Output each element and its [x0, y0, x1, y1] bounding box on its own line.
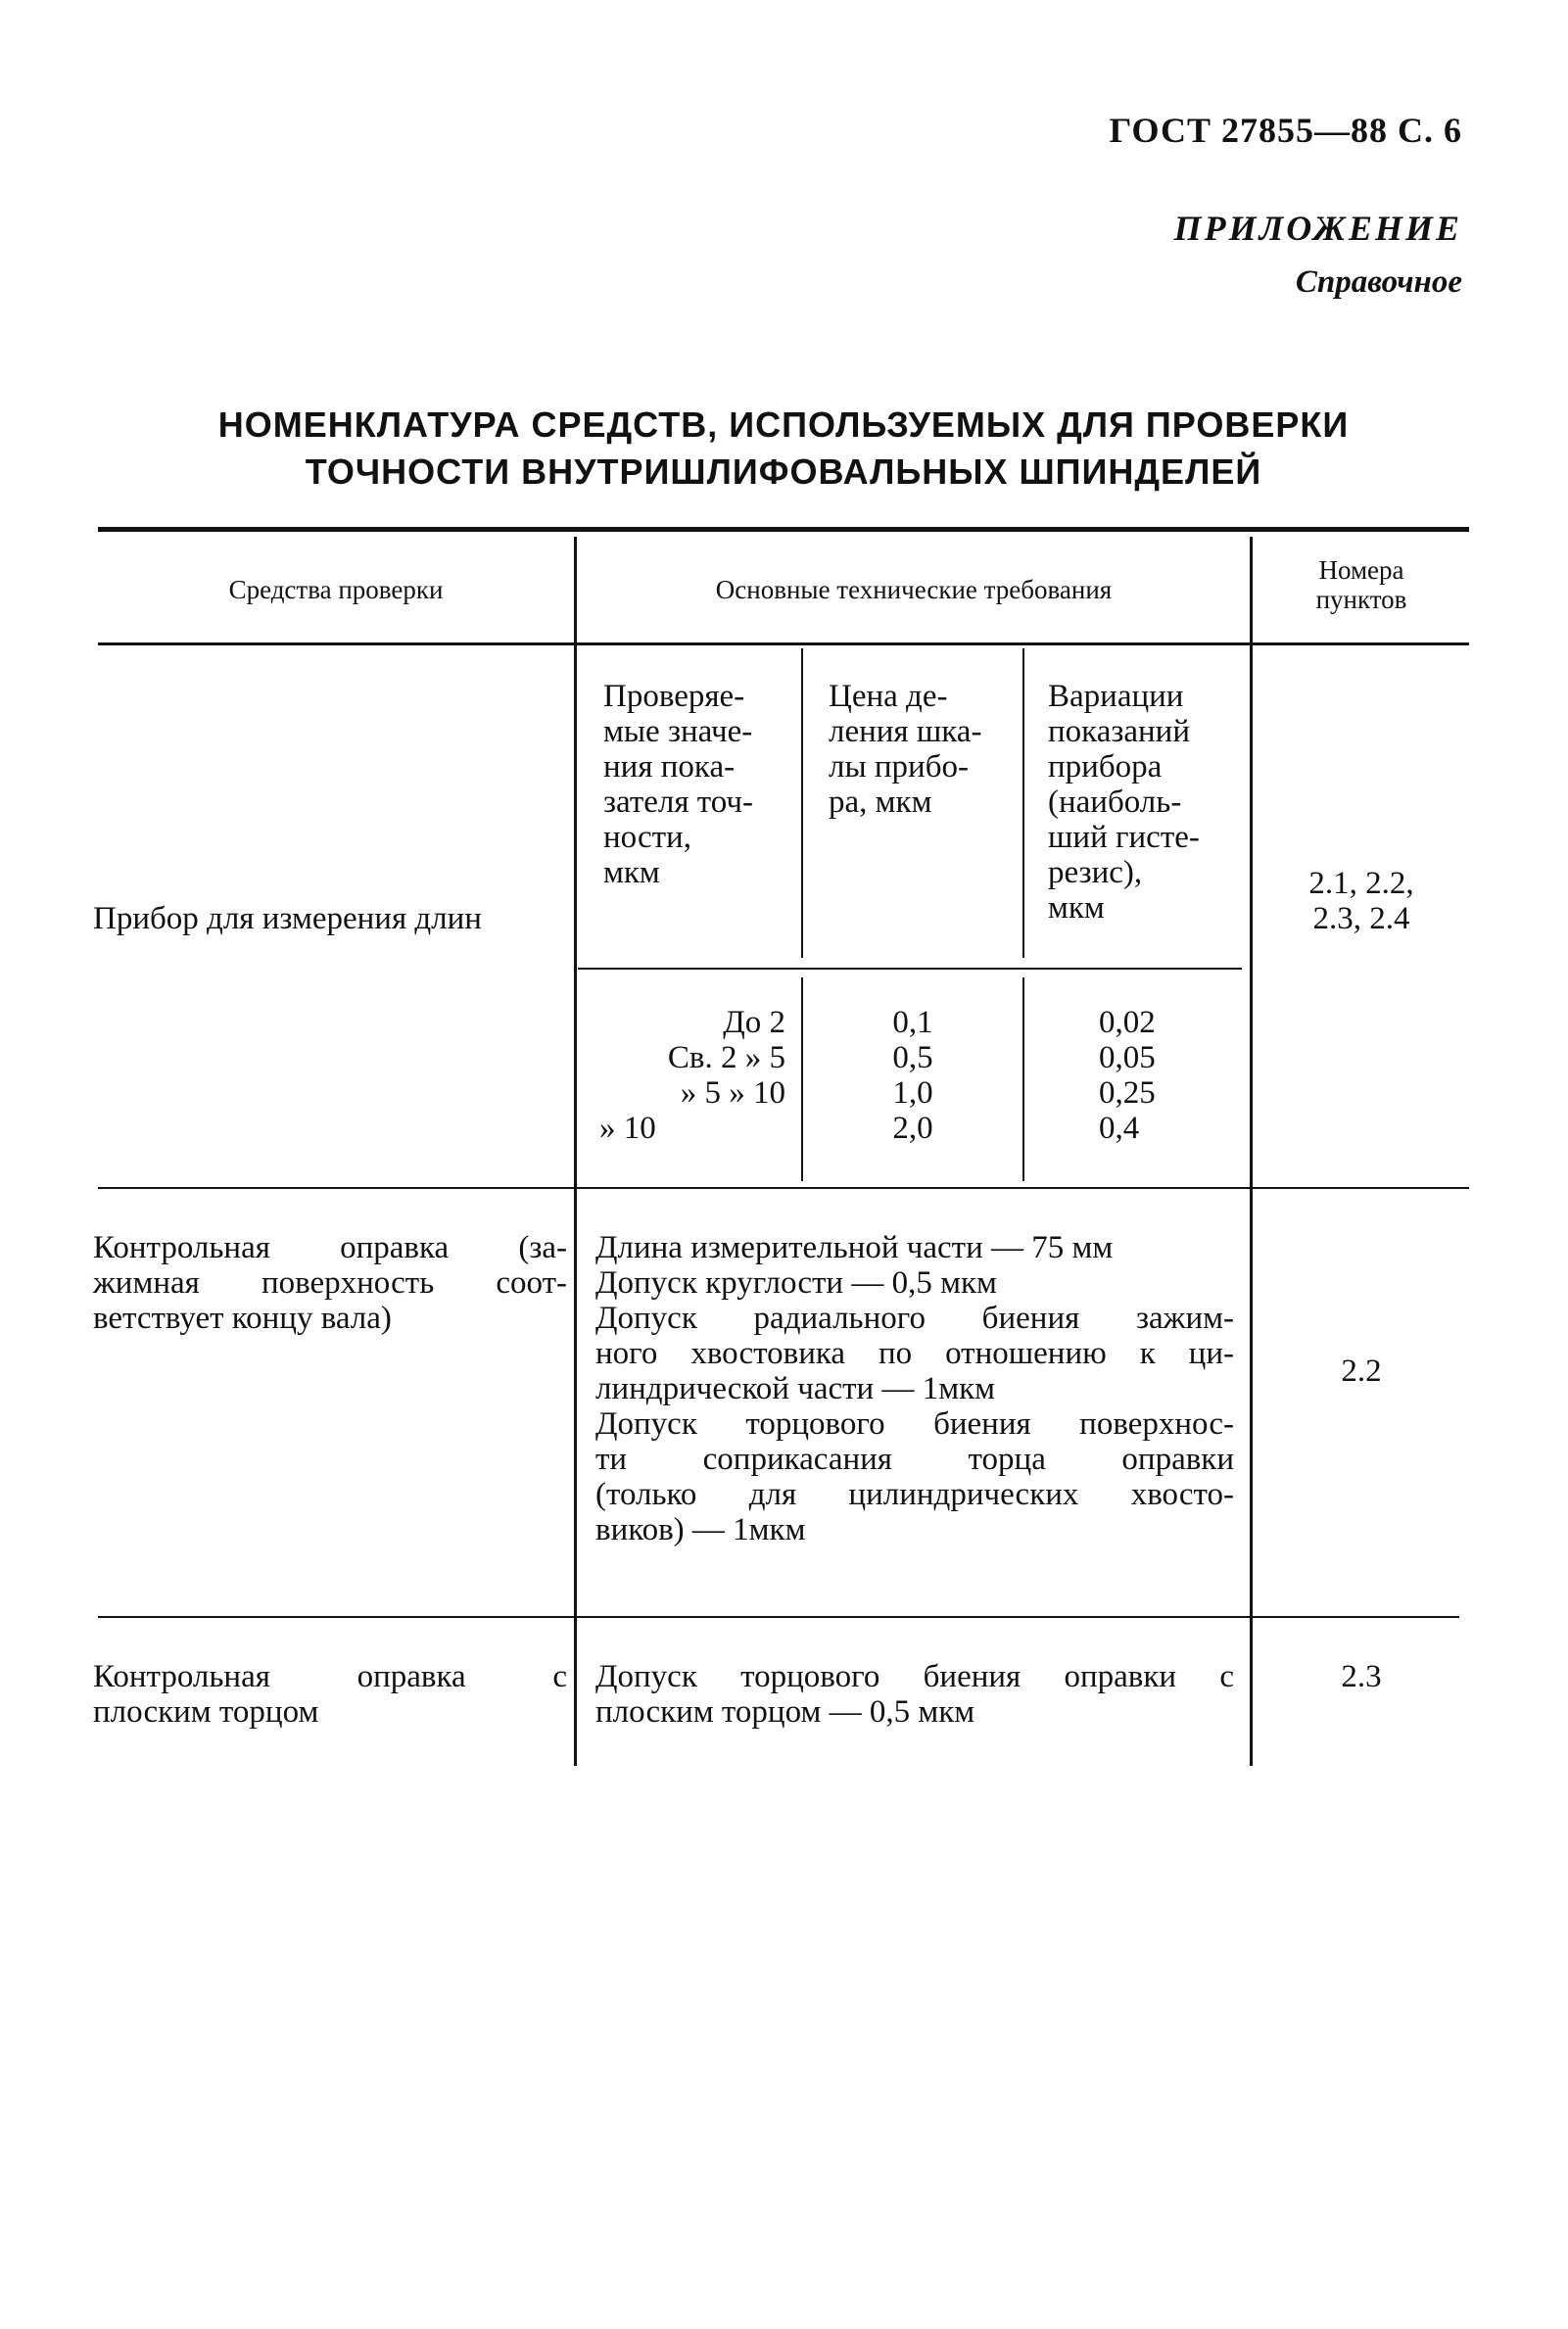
subheader-values-line: ности,: [603, 820, 691, 855]
value-range: » 10: [599, 1111, 656, 1146]
subcolumn-divider-1-upper: [801, 648, 803, 958]
row3-requirement-line: плоским торцом — 0,5 мкм: [595, 1694, 975, 1730]
subcolumn-divider-2-lower: [1022, 977, 1024, 1181]
column-divider-2: [1250, 537, 1253, 1766]
title-line-1: НОМЕНКЛАТУРА СРЕДСТВ, ИСПОЛЬЗУЕМЫХ ДЛЯ ПРОВЕРКИ: [217, 404, 1350, 445]
subheader-variation-line: (наиболь-: [1048, 784, 1182, 820]
row3-requirements: [595, 1659, 1234, 1730]
value-division: 0,5: [892, 1040, 933, 1075]
subheader-division-line: Цена де-: [829, 679, 948, 714]
row2-requirement-line: виков) — 1мкм: [595, 1512, 806, 1547]
row1-items-line-1: 2.1, 2.2,: [1308, 866, 1414, 901]
subheader-variation-line: ший гисте-: [1048, 820, 1200, 855]
value-division: 2,0: [892, 1111, 933, 1146]
subheader-values-line: мкм: [603, 855, 660, 890]
row2-requirement-line: ного хвостовика по отношению к ци-: [595, 1336, 1234, 1371]
subheader-variation-line: Вариации: [1048, 679, 1184, 714]
row2-requirements: [595, 1230, 1234, 1547]
row2-tool: [93, 1230, 567, 1336]
value-division: 1,0: [892, 1075, 933, 1111]
header-tools: Средства проверки: [228, 575, 444, 604]
subheader-values-line: Проверяе-: [603, 679, 745, 714]
subcolumn-divider-2-upper: [1022, 648, 1024, 958]
header-bottom-rule: [98, 642, 1469, 645]
subheader-division-line: лы прибо-: [829, 749, 969, 784]
subheader-rule: [578, 968, 1242, 970]
value-range: Св. 2 » 5: [667, 1040, 785, 1075]
value-variation: 0,05: [1099, 1040, 1156, 1075]
subheader-values-line: мые значе-: [603, 714, 753, 749]
row2-requirement-line: линдрической части — 1мкм: [595, 1371, 995, 1406]
row2-tool-line: ветствует концу вала): [93, 1301, 392, 1336]
header-items-line-2: пунктов: [1315, 585, 1407, 614]
row2-requirement-line: (только для цилиндрических хвосто-: [595, 1477, 1234, 1512]
reference-label: Справочное: [1295, 264, 1462, 300]
row2-requirement-line: Допуск радиального биения зажим-: [595, 1301, 1234, 1336]
column-divider-1: [574, 537, 577, 1766]
row1-bottom-rule: [98, 1187, 1469, 1189]
table-top-rule: [98, 527, 1469, 532]
row3-items: 2.3: [1341, 1659, 1382, 1694]
value-division: 0,1: [892, 1005, 933, 1040]
row3-requirement-line: Допуск торцового биения оправки с: [595, 1659, 1234, 1694]
row1-tool: Прибор для измерения длин: [93, 901, 482, 936]
page-title: [98, 402, 1469, 496]
row2-requirement-line: ти соприкасания торца оправки: [595, 1442, 1234, 1477]
row3-tool-line: плоским торцом: [93, 1694, 319, 1730]
value-variation: 0,25: [1099, 1075, 1156, 1111]
row2-bottom-rule: [98, 1616, 1459, 1618]
row3-tool: [93, 1659, 567, 1730]
subheader-variation-line: показаний: [1048, 714, 1191, 749]
row2-tool-line: жимная поверхность соот-: [93, 1265, 567, 1301]
row2-requirement-line: Допуск торцового биения поверхнос-: [595, 1406, 1234, 1442]
row3-tool-line: Контрольная оправка с: [93, 1659, 567, 1694]
row2-tool-line: Контрольная оправка (за-: [93, 1230, 567, 1265]
row2-items: 2.2: [1341, 1354, 1382, 1389]
title-line-2: ТОЧНОСТИ ВНУТРИШЛИФОВАЛЬНЫХ ШПИНДЕЛЕЙ: [305, 452, 1262, 492]
appendix-label: ПРИЛОЖЕНИЕ: [1173, 209, 1462, 248]
subheader-values-line: зателя точ-: [603, 784, 754, 820]
document-code: ГОСТ 27855—88 С. 6: [1109, 111, 1462, 150]
value-range: » 5 » 10: [680, 1075, 785, 1111]
subheader-division-line: ления шка-: [829, 714, 982, 749]
subheader-variation-line: резис),: [1048, 855, 1143, 890]
subheader-variation-line: прибора: [1048, 749, 1163, 784]
subheader-values-line: ния пока-: [603, 749, 736, 784]
row2-requirement-line: Длина измерительной части — 75 мм: [595, 1230, 1114, 1265]
header-items-line-1: Номера: [1318, 555, 1404, 585]
value-range: До 2: [723, 1005, 785, 1040]
row2-requirement-line: Допуск круглости — 0,5 мкм: [595, 1265, 997, 1301]
subheader-variation-line: мкм: [1048, 890, 1105, 926]
header-requirements: Основные технические требования: [715, 575, 1113, 604]
subheader-division-line: ра, мкм: [829, 784, 932, 820]
value-variation: 0,02: [1099, 1005, 1156, 1040]
value-variation: 0,4: [1099, 1111, 1140, 1146]
row1-items-line-2: 2.3, 2.4: [1312, 901, 1410, 936]
